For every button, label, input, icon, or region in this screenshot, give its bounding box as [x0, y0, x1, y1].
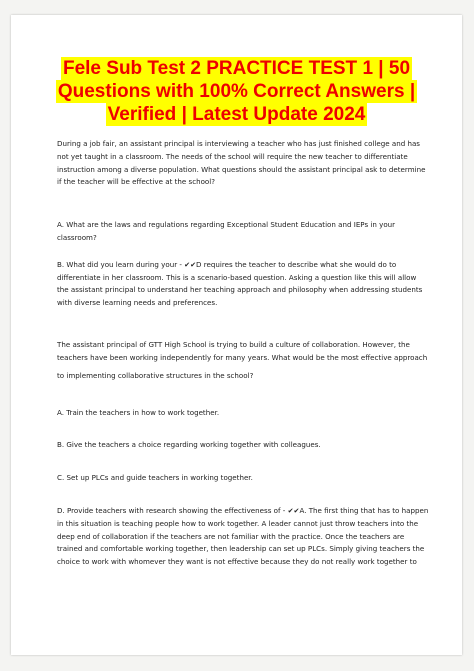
question-2-text-part-1: The assistant principal of GTT High School is trying to build a culture of collaboration. However, the teachers have been working independently for many years. What would be the most effective approach — [57, 339, 428, 362]
question-1-text: During a job fair, an assistant principal is interviewing a teacher who has just finished college and has not yet taught in a classroom. The needs of the school will require the new teacher to differentiate instruction among a diverse population. What questions should the assistant principal ask to determine if the teacher will be effective at the school? — [57, 139, 426, 187]
document-title — [11, 57, 462, 126]
question-1-option-a: A. What are the laws and regulations regarding Exceptional Student Education and IEPs in your classroom? — [57, 220, 396, 242]
document-page — [11, 15, 462, 655]
title-line-2: Questions with 100% Correct Answers | — [57, 81, 416, 102]
document-body — [57, 138, 429, 569]
question-2-option-a: A. Train the teachers in how to work together. — [57, 407, 220, 417]
question-2-text-part-2: to implementing collaborative structures in the school? — [57, 370, 254, 380]
question-2-option-b: B. Give the teachers a choice regarding working together with colleagues. — [57, 440, 321, 450]
question-2-option-c: C. Set up PLCs and guide teachers in working together. — [57, 473, 253, 483]
title-line-1: Fele Sub Test 2 PRACTICE TEST 1 | 50 — [62, 58, 411, 79]
question-2-text — [57, 339, 429, 387]
title-line-3: Verified | Latest Update 2024 — [107, 104, 366, 125]
question-1-option-b-answer: B. What did you learn during your - ✔✔D requires the teacher to describe what she would do to differentiate in her classroom. This is a scenario-based question. Asking a question like this will allow the assistant principal to understand her teaching approach and philosophy when addressing students with diverse learning needs and preferences. — [57, 259, 423, 308]
question-2-option-d-answer: D. Provide teachers with research showing the effectiveness of - ✔✔A. The first thing that has to happen in this situation is teaching people how to work together. A leader cannot just throw teachers into the deep end of collaboration if the teachers are not familiar with the practice. Once the teachers are trained and comfortable working together, then leadership can set up PLCs. Simply giving teachers the choice to work with whomever they want is not effective because they do not really work together to — [57, 505, 429, 567]
